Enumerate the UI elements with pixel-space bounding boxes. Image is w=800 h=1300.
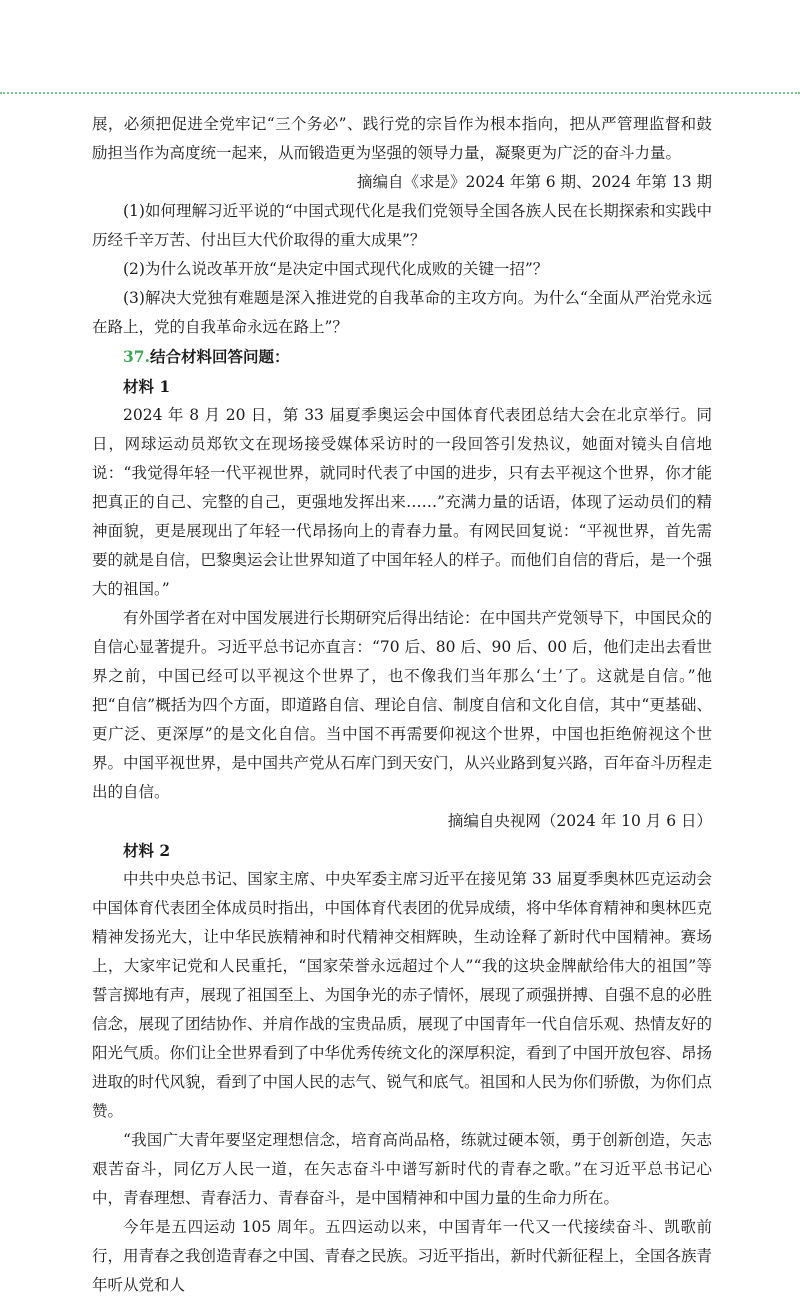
material-2-paragraph-3: 今年是五四运动 105 周年。五四运动以来，中国青年一代又一代接续奋斗、凯歌前行，用青春之我创造青春之中国、青春之民族。习近平指出，新时代新征程上，全国各族青年听从党和人: [92, 1218, 713, 1294]
page-content: [92, 110, 712, 1300]
continuation-paragraph: 展，必须把促进全党牢记“三个务必”、践行党的宗旨作为根本指向，把从严管理监督和鼓励担当作为高度统一起来，从而锻造更为坚强的领导力量，凝聚更为广泛的奋斗力量。: [92, 115, 712, 162]
material-2-title: 材料 2: [123, 841, 171, 860]
question-37-number: 37.: [123, 347, 150, 366]
material-2-paragraph-1: 中共中央总书记、国家主席、中央军委主席习近平在接见第 33 届夏季奥林匹克运动会中国体育代表团全体成员时指出，中国体育代表团的优异成绩，将中华体育精神和奥林匹克精神发扬光大，让中华民族精神和时代精神交相辉映，生动诠释了新时代中国精神。赛场上，大家牢记党和人民重托，“国家荣誉永远超过个人”“我的这块金牌献给伟大的祖国”等誓言掷地有声，展现了祖国至上、为国争光的赤子情怀，展现了顽强拼搏、自强不息的必胜信念，展现了团结协作、并肩作战的宝贵品质，展现了中国青年一代自信乐观、热情友好的阳光气质。你们让全世界看到了中华优秀传统文化的深厚积淀，看到了中国开放包容、昂扬进取的时代风貌，看到了中国人民的志气、锐气和底气。祖国和人民为你们骄傲，为你们点赞。: [92, 870, 713, 1120]
question-37-heading: [92, 342, 712, 372]
sub-question-1: (1)如何理解习近平说的“中国式现代化是我们党领导全国各族人民在长期探索和实践中历经千辛万苦、付出巨大代价取得的重大成果”？: [92, 202, 712, 249]
material-1-paragraph-1: 2024 年 8 月 20 日，第 33 届夏季奥运会中国体育代表团总结大会在北京举行。同日，网球运动员郑钦文在现场接受媒体采访时的一段回答引发热议，她面对镜头自信地说：“我觉得年轻一代平视世界，就同时代表了中国的进步，只有去平视这个世界，你才能把真正的自己、完整的自己，更强地发挥出来……”充满力量的话语，体现了运动员们的精神面貌，更是展现出了年轻一代昂扬向上的青春力量。有网民回复说：“平视世界，首先需要的就是自信，巴黎奥运会让世界知道了中国年轻人的样子。而他们自信的背后，是一个强大的祖国。”: [92, 406, 713, 598]
material-1-paragraph-2: 有外国学者在对中国发展进行长期研究后得出结论：在中国共产党领导下，中国民众的自信心显著提升。习近平总书记亦直言：“70 后、80 后、90 后、00 后，他们走出去看世界之前，中国已经可以平视这个世界了，也不像我们当年那么‘土’了。这就是自信。”他把“自信”概括为四个方面，即道路自信、理论自信、制度自信和文化自信，其中“更基础、更广泛、更深厚”的是文化自信。当中国不再需要仰视这个世界，中国也拒绝俯视这个世界。中国平视世界，是中国共产党从石库门到天安门，从兴业路到复兴路，百年奋斗历程走出的自信。: [92, 609, 713, 801]
sub-question-2: (2)为什么说改革开放“是决定中国式现代化成败的关键一招”？: [123, 260, 549, 278]
source-citation-qiushi: 摘编自《求是》2024 年第 6 期、2024 年第 13 期: [356, 173, 712, 191]
question-37-stem: 结合材料回答问题：: [149, 347, 290, 366]
material-1-title: 材料 1: [123, 377, 171, 396]
source-citation-cctv: 摘编自央视网（2024 年 10 月 6 日）: [447, 812, 712, 830]
header-dotted-rule: [0, 92, 800, 94]
sub-question-3: (3)解决大党独有难题是深入推进党的自我革命的主攻方向。为什么“全面从严治党永远在路上，党的自我革命永远在路上”？: [92, 289, 712, 336]
material-2-paragraph-2: “我国广大青年要坚定理想信念，培育高尚品格，练就过硬本领，勇于创新创造，矢志艰苦奋斗，同亿万人民一道，在矢志奋斗中谱写新时代的青春之歌。”在习近平总书记心中，青春理想、青春活力、青春奋斗，是中国精神和中国力量的生命力所在。: [92, 1131, 712, 1207]
